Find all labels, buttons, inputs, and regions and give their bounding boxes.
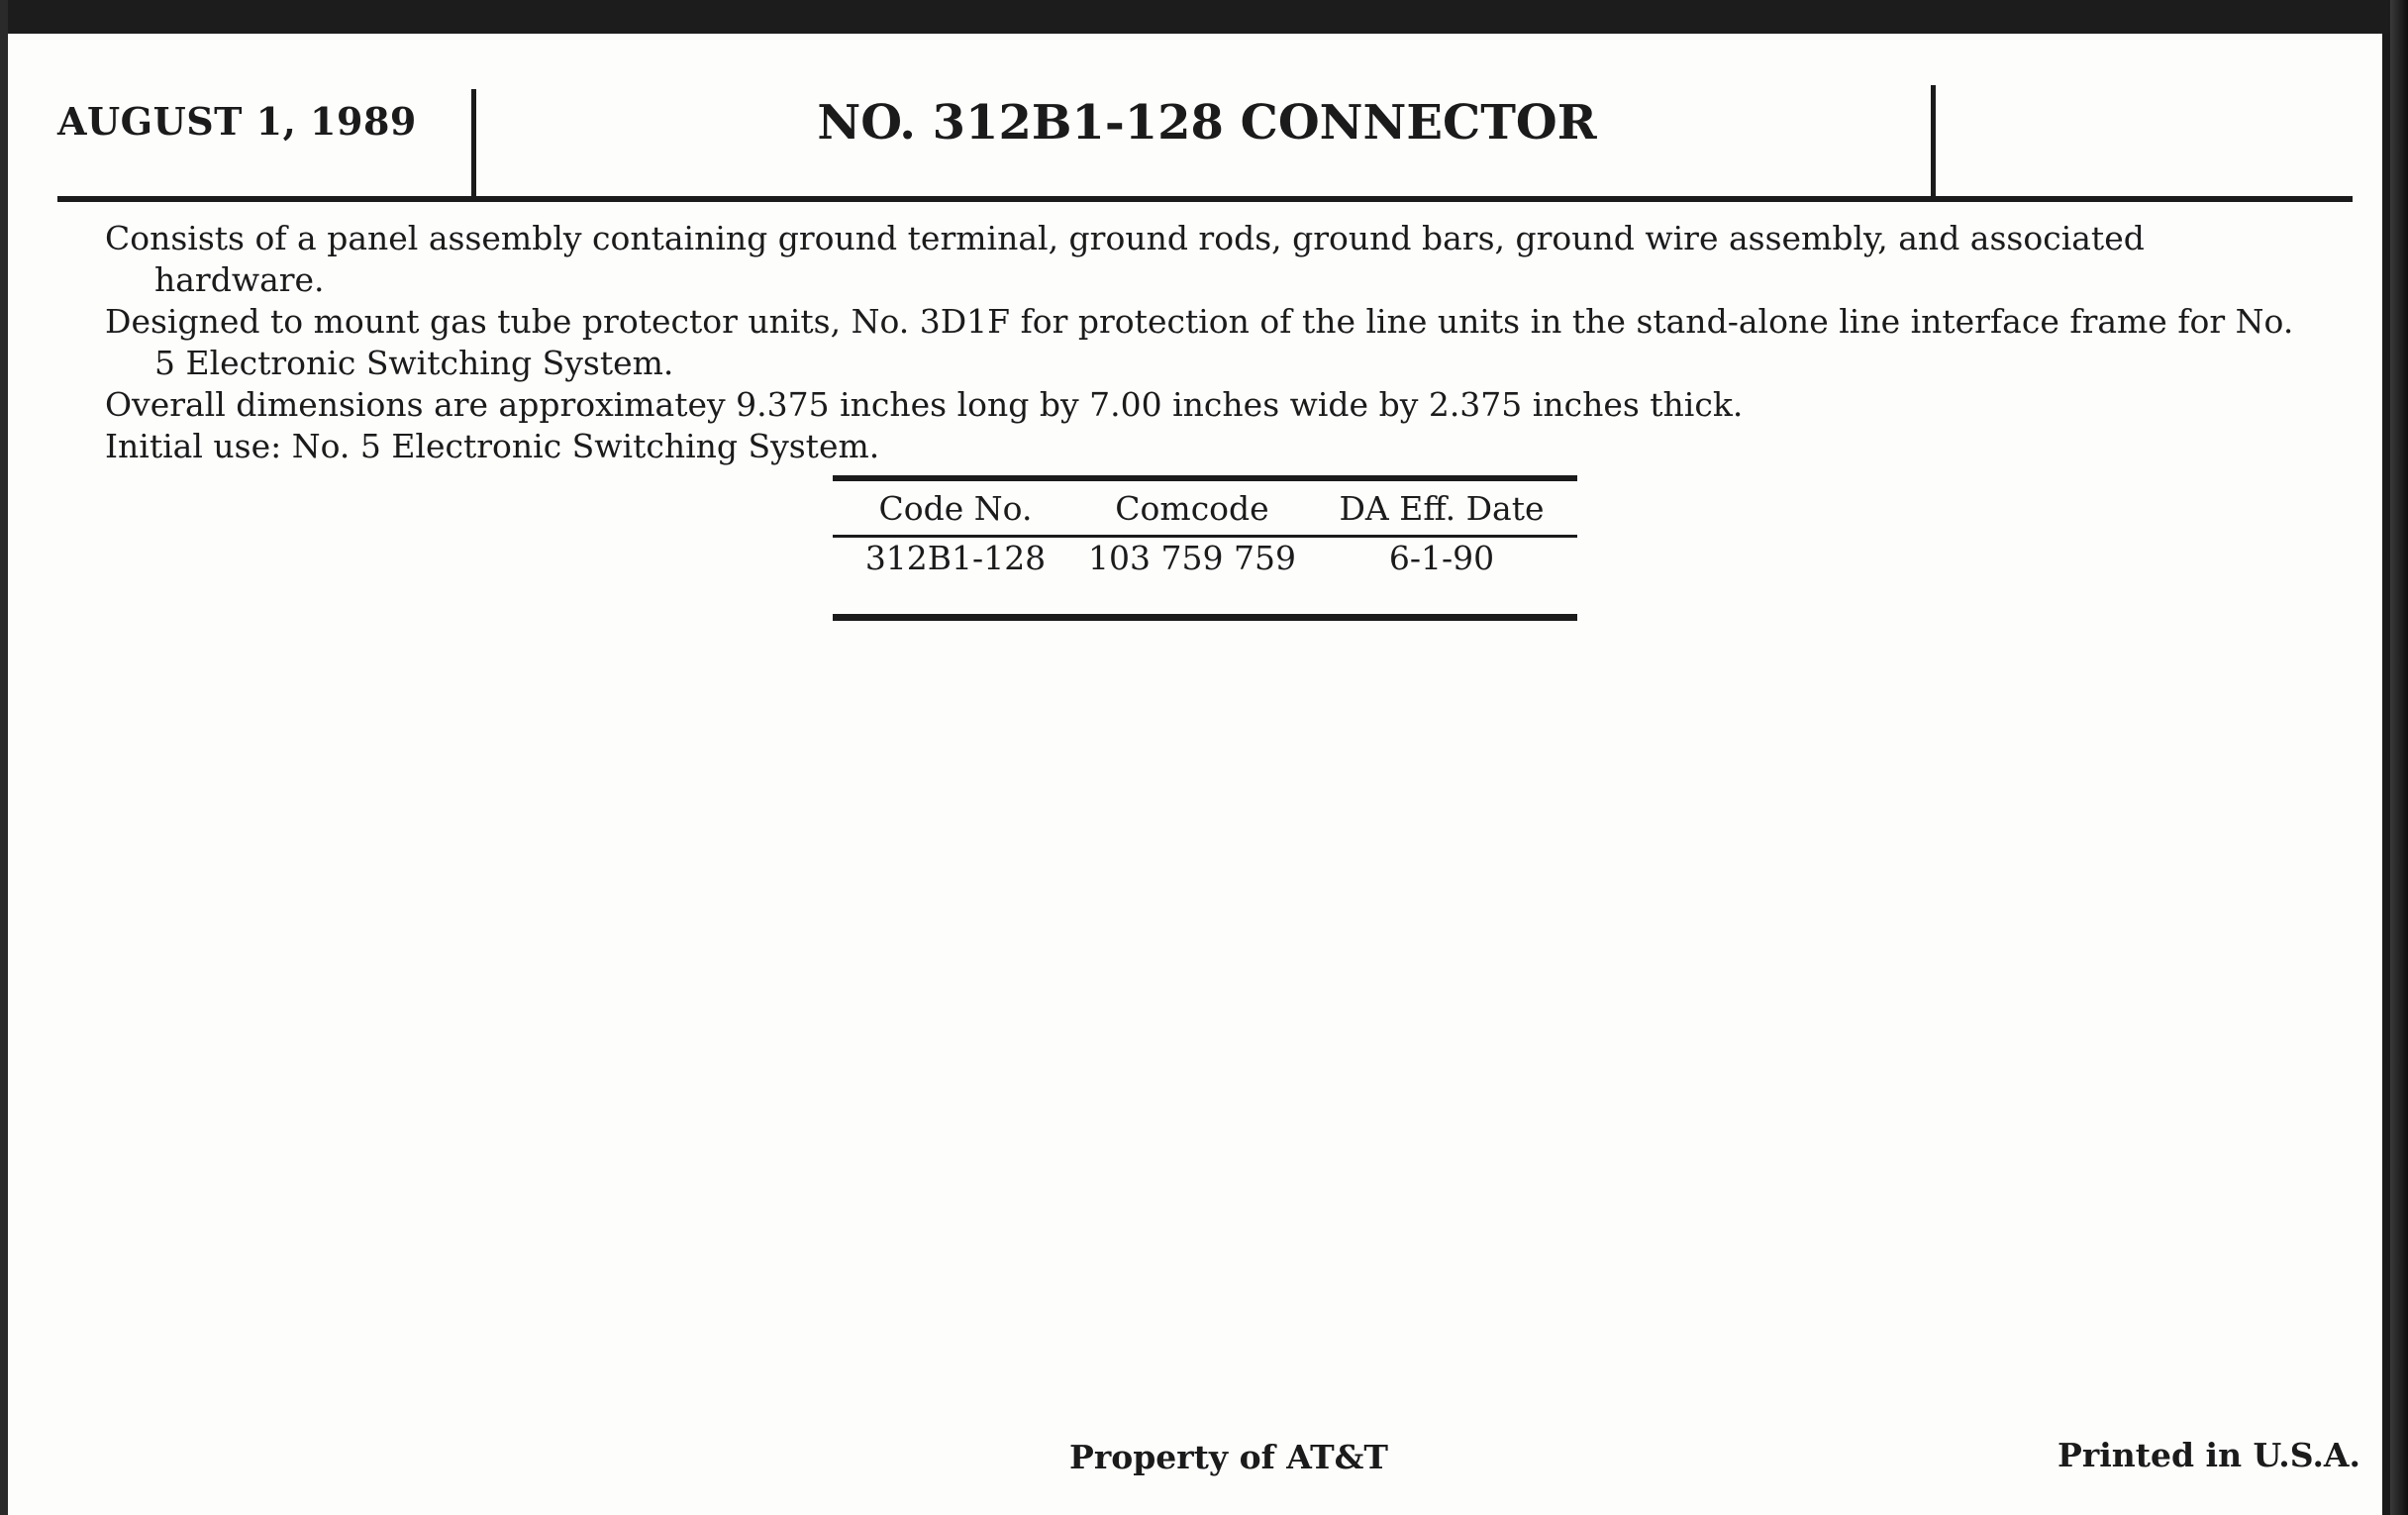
table-row <box>833 537 1577 618</box>
scan-top-border <box>0 0 2408 34</box>
description-body <box>105 218 2323 467</box>
header-divider-right <box>1931 85 1936 198</box>
description-paragraph: Initial use: No. 5 Electronic Switching System. <box>105 427 880 465</box>
cell-comcode: 103 759 759 <box>1088 539 1296 577</box>
cell-code: 312B1-128 <box>864 539 1047 577</box>
footer-printed: Printed in U.S.A. <box>2057 1436 2361 1474</box>
column-header-code: Code No. <box>878 488 1033 528</box>
footer-property: Property of AT&T <box>1069 1438 1388 1476</box>
description-paragraph: Consists of a panel assembly containing ground terminal, ground rods, ground bars, ground wire assembly, and associated hardware. <box>105 219 2145 299</box>
document-page <box>8 34 2382 1515</box>
code-table <box>833 475 1577 621</box>
scan-left-border <box>0 0 8 1515</box>
column-header-date: DA Eff. Date <box>1339 488 1545 528</box>
document-date: AUGUST 1, 1989 <box>57 99 417 144</box>
column-header-comcode: Comcode <box>1115 488 1269 528</box>
scan-right-border <box>2390 0 2408 1515</box>
header-rule <box>57 196 2353 202</box>
description-paragraph: Designed to mount gas tube protector units, No. 3D1F for protection of the line units in the stand-alone line interface frame for No. 5 Electronic Switching System. <box>105 302 2294 382</box>
description-paragraph: Overall dimensions are approximatey 9.375 inches long by 7.00 inches wide by 2.375 inches thick. <box>105 385 1744 424</box>
cell-date: 6-1-90 <box>1388 539 1495 577</box>
table-header-row <box>833 478 1577 537</box>
document-title: NO. 312B1-128 CONNECTOR <box>817 95 1597 151</box>
